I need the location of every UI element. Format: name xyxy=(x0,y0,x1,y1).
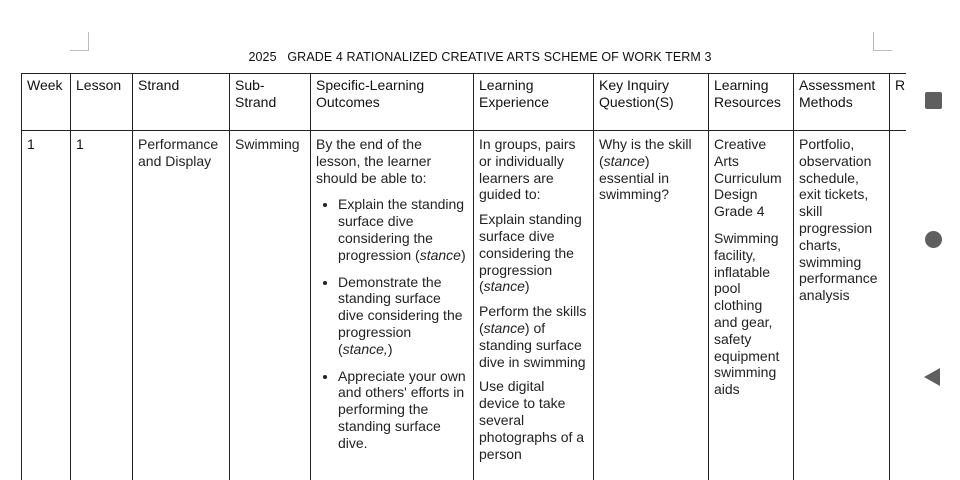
page-corner-mark-left xyxy=(70,32,89,51)
cell-assessment-methods: Portfolio, observation schedule, exit tickets, skill progression charts, swimming performance analysis xyxy=(794,131,890,480)
cell-learning-experience xyxy=(474,131,594,480)
outcomes-intro: By the end of the lesson, the learner should be able to: xyxy=(316,136,432,186)
header-sub-strand: Sub-Strand xyxy=(230,74,311,131)
table-row xyxy=(22,131,907,480)
header-assessment-methods: Assessment Methods xyxy=(794,74,890,131)
cell-learning-resources xyxy=(709,131,794,480)
resource-item: Creative Arts Curriculum Design Grade 4 xyxy=(714,136,782,220)
recent-apps-icon[interactable] xyxy=(925,92,942,109)
outcome-item: • Appreciate your own and others' efforts in performing the standing surface dive. xyxy=(338,368,468,452)
document-title: 2025 GRADE 4 RATIONALIZED CREATIVE ARTS SCHEME OF WORK TERM 3 xyxy=(248,50,712,64)
cell-strand: Performance and Display xyxy=(133,131,230,480)
cell-sub-strand: Swimming xyxy=(230,131,311,480)
cell-week: 1 xyxy=(22,131,71,480)
header-learning-resources: Learning Resources xyxy=(709,74,794,131)
home-icon[interactable] xyxy=(925,231,942,248)
header-key-inquiry-questions: Key Inquiry Question(S) xyxy=(594,74,709,131)
page-corner-mark-right xyxy=(873,32,892,51)
scheme-table-viewport[interactable] xyxy=(21,73,906,480)
outcome-item: • Explain the standing surface dive considering the progression (stance) xyxy=(338,196,468,263)
experience-paragraph: In groups, pairs or individually learners are guided to: xyxy=(479,136,576,203)
header-week: Week xyxy=(22,74,71,131)
header-strand: Strand xyxy=(133,74,230,131)
header-specific-learning-outcomes: Specific-Learning Outcomes xyxy=(311,74,474,131)
header-truncated-column: R xyxy=(890,74,907,131)
cell-lesson: 1 xyxy=(71,131,133,480)
resource-item: Swimming facility, inflatable pool clothing and gear, safety equipment swimming aids xyxy=(714,229,780,398)
scheme-of-work-table xyxy=(21,73,906,480)
experience-paragraph: Perform the skills (stance) of standing surface dive in swimming xyxy=(479,303,587,370)
header-lesson: Lesson xyxy=(71,74,133,131)
table-header-row xyxy=(22,74,907,131)
cell-truncated-column xyxy=(890,131,907,480)
back-icon[interactable] xyxy=(924,368,940,386)
header-learning-experience: Learning Experience xyxy=(474,74,594,131)
experience-paragraph: Explain standing surface dive considering the progression (stance) xyxy=(479,211,582,295)
cell-key-inquiry-question: Why is the skill (stance) essential in swimming? xyxy=(594,131,709,480)
experience-paragraph: Use digital device to take several photographs of a person xyxy=(479,378,585,462)
cell-specific-learning-outcomes xyxy=(311,131,474,480)
outcome-item: • Demonstrate the standing surface dive considering the progression (stance,) xyxy=(338,274,468,358)
outcomes-list xyxy=(316,196,468,451)
